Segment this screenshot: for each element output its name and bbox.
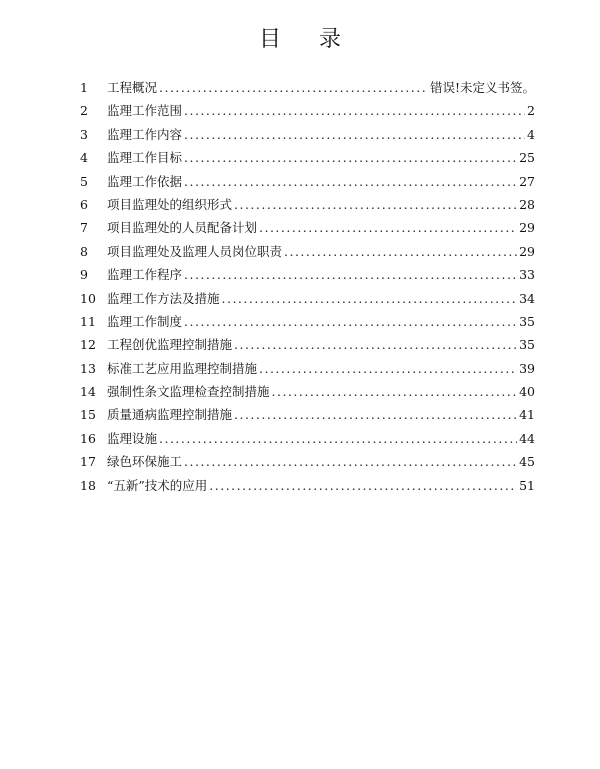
- toc-entry-title: 项目监理处及监理人员岗位职责: [107, 243, 283, 259]
- toc-dot-leader: [159, 76, 428, 99]
- toc-entry-number: 7: [80, 220, 88, 236]
- toc-entry[interactable]: [80, 287, 535, 310]
- toc-entry-number: 11: [80, 313, 96, 329]
- toc-entry-title: 监理工作内容: [107, 126, 183, 142]
- toc-title: 目录: [258, 27, 379, 52]
- toc-dot-leader: [184, 146, 517, 169]
- toc-entry[interactable]: [80, 240, 535, 263]
- toc-entry[interactable]: [80, 333, 535, 356]
- toc-entry-title: 监理设施: [107, 430, 158, 446]
- toc-entry-page: 错误!未定义书签。: [429, 80, 535, 95]
- toc-entry-page: 33: [519, 267, 535, 283]
- toc-dot-leader: [259, 357, 517, 380]
- toc-entry-title: 强制性条文监理检查控制措施: [107, 384, 270, 400]
- toc-entry-title: 项目监理处的人员配备计划: [107, 220, 258, 236]
- toc-dot-leader: [272, 380, 518, 403]
- toc-dot-leader: [184, 263, 517, 286]
- toc-entry-page: 25: [519, 150, 535, 166]
- toc-entry[interactable]: [80, 380, 535, 403]
- toc-dot-leader: [184, 170, 517, 193]
- toc-entry[interactable]: [80, 450, 535, 473]
- toc-entry[interactable]: [80, 310, 535, 333]
- toc-entry[interactable]: [80, 170, 535, 193]
- toc-entry[interactable]: [80, 357, 535, 380]
- toc-dot-leader: [222, 287, 518, 310]
- toc-entry-number: 4: [80, 150, 88, 166]
- toc-entry-number: 6: [80, 196, 88, 212]
- toc-entry-title: 项目监理处的组织形式: [107, 196, 233, 212]
- toc-dot-leader: [209, 474, 517, 497]
- toc-entry-page: 35: [519, 313, 535, 329]
- toc-entry-number: 12: [80, 337, 96, 353]
- toc-entry-page: 39: [519, 360, 535, 376]
- toc-entry-page: 45: [519, 454, 535, 470]
- toc-entry-number: 1: [80, 80, 88, 95]
- toc-entry-page: 34: [519, 290, 535, 306]
- toc-dot-leader: [234, 333, 517, 356]
- toc-entry-number: 18: [80, 477, 96, 493]
- toc-entry[interactable]: [80, 123, 535, 146]
- toc-dot-leader: [284, 240, 517, 263]
- toc-entry-page: 41: [519, 407, 535, 423]
- toc-dot-leader: [184, 310, 517, 333]
- toc-entry-title: 工程概况: [107, 80, 158, 95]
- toc-dot-leader: [259, 216, 517, 239]
- toc-entry-number: 8: [80, 243, 88, 259]
- toc-entry-title: 监理工作程序: [107, 267, 183, 283]
- toc-entry-page: 29: [519, 220, 535, 236]
- toc-entry-title: 标准工艺应用监理控制措施: [107, 360, 258, 376]
- toc-entry[interactable]: [80, 263, 535, 286]
- toc-entry-title: 工程创优监理控制措施: [107, 337, 233, 353]
- toc-entry-number: 14: [80, 384, 96, 400]
- toc-entry-page: 4: [527, 126, 535, 142]
- toc-entry-title: 绿色环保施工: [107, 454, 183, 470]
- toc-entry[interactable]: [80, 193, 535, 216]
- toc-entry-title: 监理工作目标: [107, 150, 183, 166]
- toc-entry-page: 29: [519, 243, 535, 259]
- toc-entry-page: 27: [519, 173, 535, 189]
- toc-list: [80, 76, 535, 497]
- toc-entry-page: 44: [519, 430, 535, 446]
- toc-entry-number: 13: [80, 360, 96, 376]
- toc-dot-leader: [184, 123, 525, 146]
- toc-entry-page: 35: [519, 337, 535, 353]
- toc-entry-page: 28: [519, 196, 535, 212]
- toc-entry-title: 质量通病监理控制措施: [107, 407, 233, 423]
- toc-dot-leader: [234, 193, 517, 216]
- toc-entry-title: “五新”技术的应用: [107, 477, 208, 493]
- toc-entry[interactable]: [80, 427, 535, 450]
- toc-entry-title: 监理工作依据: [107, 173, 183, 189]
- toc-entry[interactable]: [80, 474, 535, 497]
- toc-entry-title: 监理工作范围: [107, 103, 183, 119]
- toc-entry[interactable]: [80, 99, 535, 122]
- toc-entry[interactable]: [80, 76, 535, 99]
- toc-dot-leader: [159, 427, 517, 450]
- toc-entry-title: 监理工作方法及措施: [107, 290, 220, 306]
- toc-entry-page: 51: [519, 477, 535, 493]
- toc-dot-leader: [234, 403, 517, 426]
- toc-entry-number: 17: [80, 454, 96, 470]
- toc-entry-number: 15: [80, 407, 96, 423]
- toc-entry[interactable]: [80, 216, 535, 239]
- toc-entry-number: 5: [80, 173, 88, 189]
- toc-entry-number: 9: [80, 267, 88, 283]
- toc-entry-number: 3: [80, 126, 88, 142]
- toc-dot-leader: [184, 99, 525, 122]
- toc-entry-title: 监理工作制度: [107, 313, 183, 329]
- toc-entry[interactable]: [80, 403, 535, 426]
- toc-entry[interactable]: [80, 146, 535, 169]
- toc-entry-number: 10: [80, 290, 96, 306]
- toc-entry-number: 2: [80, 103, 88, 119]
- toc-dot-leader: [184, 450, 517, 473]
- toc-entry-page: 40: [519, 384, 535, 400]
- toc-entry-page: 2: [527, 103, 535, 119]
- toc-entry-number: 16: [80, 430, 96, 446]
